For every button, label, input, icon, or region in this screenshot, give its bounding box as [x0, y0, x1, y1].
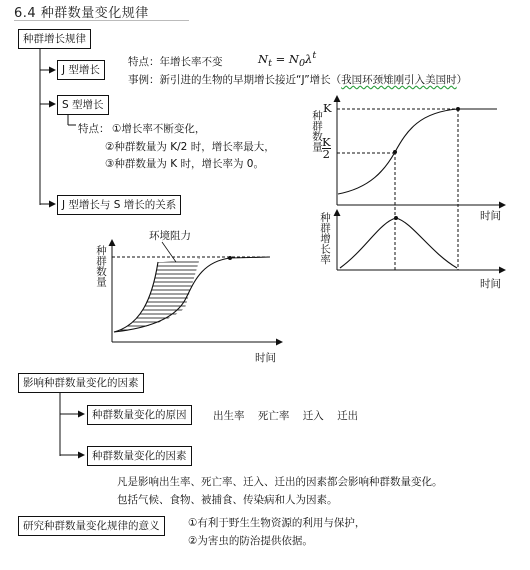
cause-item-emigration: 迁出 — [337, 410, 359, 422]
cause-item-immigration: 迁入 — [302, 410, 324, 422]
significance-item-1: ①有利于野生生物资源的利用与保护， — [188, 517, 366, 529]
factors-line-2: 包括气候、食物、被捕食、传染病和人为因素。 — [117, 494, 338, 506]
relation-k-point — [228, 256, 232, 260]
s-feature-3: ③种群数量为 K 时，增长率为 0。 — [105, 158, 264, 170]
rate-chart — [337, 109, 505, 270]
page-title: 6.4 种群数量变化规律 — [14, 6, 149, 21]
s-chart-k-half-label — [322, 137, 331, 160]
cause-item-birth-rate: 出生率 — [213, 410, 245, 422]
s-chart-k-label: K — [323, 101, 332, 115]
growth-law-box: 种群增长规律 — [18, 29, 91, 49]
significance-item-2: ②为害虫的防治提供依据。 — [188, 535, 313, 547]
formula-lambda: λ — [305, 51, 313, 66]
formula-lhs-sub: t — [268, 58, 272, 70]
j-formula — [258, 50, 316, 69]
s-curve-chart — [337, 96, 505, 205]
j-s-relation-box: J 型增长与 S 增长的关系 — [57, 195, 181, 215]
formula-rhs-sub: 0 — [298, 58, 306, 70]
significance-box: 研究种群数量变化规律的意义 — [18, 516, 165, 536]
s-chart-xlabel: 时间 — [480, 210, 501, 222]
resistance-pointer — [162, 242, 176, 262]
j-example-text — [128, 72, 467, 87]
s-curve — [338, 109, 497, 194]
factors-box: 种群数量变化的因素 — [87, 446, 192, 466]
j-feature-text: 特点：年增长率不变 — [128, 56, 223, 68]
relation-chart-xlabel: 时间 — [255, 352, 276, 364]
influence-factors-box: 影响种群数量变化的因素 — [18, 373, 144, 393]
j-example-prefix: 事例：新引进的生物的早期增长接近“J”增长（ — [128, 74, 342, 86]
s-chart-ylabel: 种群数量 — [311, 110, 323, 152]
cause-box: 种群数量变化的原因 — [87, 405, 192, 425]
rate-chart-xlabel: 时间 — [480, 278, 501, 290]
k-half-denominator: 2 — [322, 147, 330, 161]
rate-chart-ylabel: 种群增长率 — [319, 212, 331, 265]
s-feature-label: 特点： — [78, 123, 110, 135]
cause-item-death-rate: 死亡率 — [257, 410, 290, 422]
s-growth-box: S 型增长 — [57, 95, 109, 115]
rate-curve — [340, 218, 457, 268]
formula-lhs: N — [258, 51, 269, 66]
k-half-numerator: K — [322, 135, 331, 149]
j-growth-box: J 型增长 — [57, 60, 105, 80]
relation-chart-annotation: 环境阻力 — [149, 230, 191, 242]
s-feature-1: ①增长率不断变化， — [112, 123, 206, 135]
formula-rhs: = N — [275, 51, 299, 66]
relation-chart — [112, 240, 282, 342]
s-feature-2: ②种群数量为 K/2 时，增长率最大， — [105, 141, 275, 153]
j-example-suffix: ） — [456, 74, 468, 86]
relation-chart-ylabel: 种群数量 — [95, 245, 107, 287]
j-example-highlight: 我国环颈雉刚引入美国时 — [341, 74, 457, 86]
cause-items — [213, 408, 358, 423]
factors-line-1: 凡是影响出生率、死亡率、迁入、迁出的因素都会影响种群数量变化。 — [117, 476, 443, 488]
formula-sup: t — [312, 50, 317, 61]
